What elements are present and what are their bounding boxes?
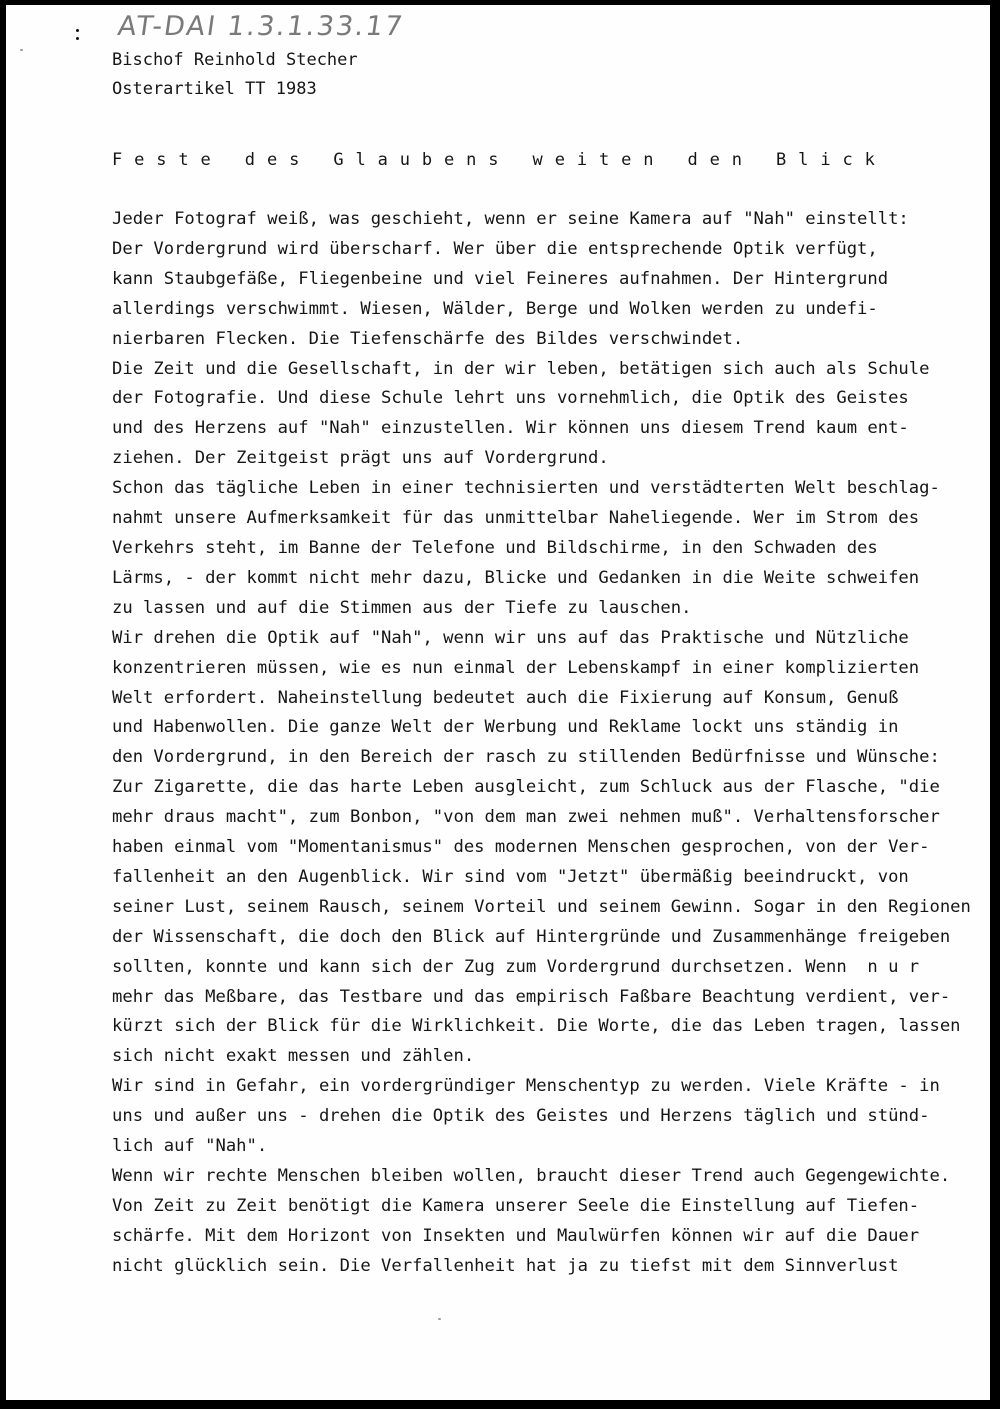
scan-speck	[438, 1318, 441, 1320]
ink-dot	[76, 37, 79, 40]
text-line: seiner Lust, seinem Rausch, seinem Vorteil und seinem Gewinn. Sogar in den Regionen	[112, 896, 971, 917]
text-line: haben einmal vom "Momentanismus" des modernen Menschen gesprochen, von der Ver-	[112, 837, 930, 858]
archive-signature: AT-DAI 1.3.1.33.17	[115, 11, 407, 42]
text-line: uns und außer uns - drehen die Optik des Geistes und Herzens täglich und stünd-	[112, 1106, 930, 1127]
text-line: und des Herzens auf "Nah" einzustellen. Wir können uns diesem Trend kaum ent-	[112, 418, 909, 439]
text-line: sollten, konnte und kann sich der Zug zum Vordergrund durchsetzen. Wenn n u r	[112, 956, 920, 977]
text-line: fallenheit an den Augenblick. Wir sind vom "Jetzt" übermäßig beeindruckt, von	[112, 866, 909, 887]
text-line: schärfe. Mit dem Horizont von Insekten und Maulwürfen können wir auf die Dauer	[112, 1225, 920, 1246]
ink-dot	[76, 29, 79, 32]
text-line: Zur Zigarette, die das harte Leben ausgleicht, zum Schluck aus der Flasche, "die	[112, 777, 940, 798]
text-line: Verkehrs steht, im Banne der Telefone und Bildschirme, in den Schwaden des	[112, 537, 878, 558]
text-line: der Wissenschaft, die doch den Blick auf Hintergründe und Zusammenhänge freigeben	[112, 926, 951, 947]
text-line: Wir sind in Gefahr, ein vordergründiger Menschentyp zu werden. Viele Kräfte - in	[112, 1076, 940, 1097]
text-line: allerdings verschwimmt. Wiesen, Wälder, Berge und Wolken werden zu undefi-	[112, 298, 878, 319]
text-line: Welt erfordert. Naheinstellung bedeutet auch die Fixierung auf Konsum, Genuß	[112, 687, 899, 708]
text-line: nierbaren Flecken. Die Tiefenschärfe des Bildes verschwindet.	[112, 328, 744, 349]
text-line: Von Zeit zu Zeit benötigt die Kamera unserer Seele die Einstellung auf Tiefen-	[112, 1195, 920, 1216]
text-line: und Habenwollen. Die ganze Welt der Werbung und Reklame lockt uns ständig in	[112, 717, 899, 738]
text-line: Jeder Fotograf weiß, was geschieht, wenn er seine Kamera auf "Nah" einstellt:	[112, 209, 909, 229]
text-line: der Fotografie. Und diese Schule lehrt uns vornehmlich, die Optik des Geistes	[112, 388, 909, 409]
text-line: lich auf "Nah".	[112, 1136, 268, 1157]
text-line: zu lassen und auf die Stimmen aus der Tiefe zu lauschen.	[112, 597, 692, 618]
text-line: Schon das tägliche Leben in einer technisierten und verstädterten Welt beschlag-	[112, 478, 940, 499]
text-line: Wenn wir rechte Menschen bleiben wollen, braucht dieser Trend auch Gegengewichte.	[112, 1166, 951, 1186]
text-line: Lärms, - der kommt nicht mehr dazu, Blicke und Gedanken in die Weite schweifen	[112, 567, 920, 588]
text-line: konzentrieren müssen, wie es nun einmal der Lebenskampf in einer komplizierten	[112, 657, 920, 678]
article-title: Feste des Glaubens weiten den Blick	[112, 150, 887, 170]
document-page	[6, 5, 990, 1400]
text-line: ziehen. Der Zeitgeist prägt uns auf Vordergrund.	[112, 448, 609, 469]
text-line: nicht glücklich sein. Die Verfallenheit hat ja zu tiefst mit dem Sinnverlust	[112, 1255, 899, 1276]
text-line: Der Vordergrund wird überscharf. Wer über die entsprechende Optik verfügt,	[112, 238, 878, 259]
text-line: den Vordergrund, in den Bereich der rasch zu stillenden Bedürfnisse und Wünsche:	[112, 747, 940, 768]
text-line: Wir drehen die Optik auf "Nah", wenn wir uns auf das Praktische und Nützliche	[112, 627, 909, 648]
text-line: Die Zeit und die Gesellschaft, in der wir leben, betätigen sich auch als Schule	[112, 358, 930, 379]
text-line: kürzt sich der Blick für die Wirklichkeit. Die Worte, die das Leben tragen, lassen	[112, 1016, 961, 1037]
text-line: sich nicht exakt messen und zählen.	[112, 1046, 475, 1067]
author-line: Bischof Reinhold Stecher	[112, 50, 358, 70]
text-line: mehr draus macht", zum Bonbon, "von dem man zwei nehmen muß". Verhaltensforscher	[112, 807, 940, 828]
text-line: nahmt unsere Aufmerksamkeit für das unmittelbar Naheliegende. Wer im Strom des	[112, 508, 920, 529]
text-line: kann Staubgefäße, Fliegenbeine und viel Feineres aufnahmen. Der Hintergrund	[112, 268, 889, 289]
scan-speck	[20, 49, 23, 51]
text-line: mehr das Meßbare, das Testbare und das empirisch Faßbare Beachtung verdient, ver-	[112, 986, 951, 1007]
source-line: Osterartikel TT 1983	[112, 79, 317, 99]
article-body	[112, 205, 982, 1282]
